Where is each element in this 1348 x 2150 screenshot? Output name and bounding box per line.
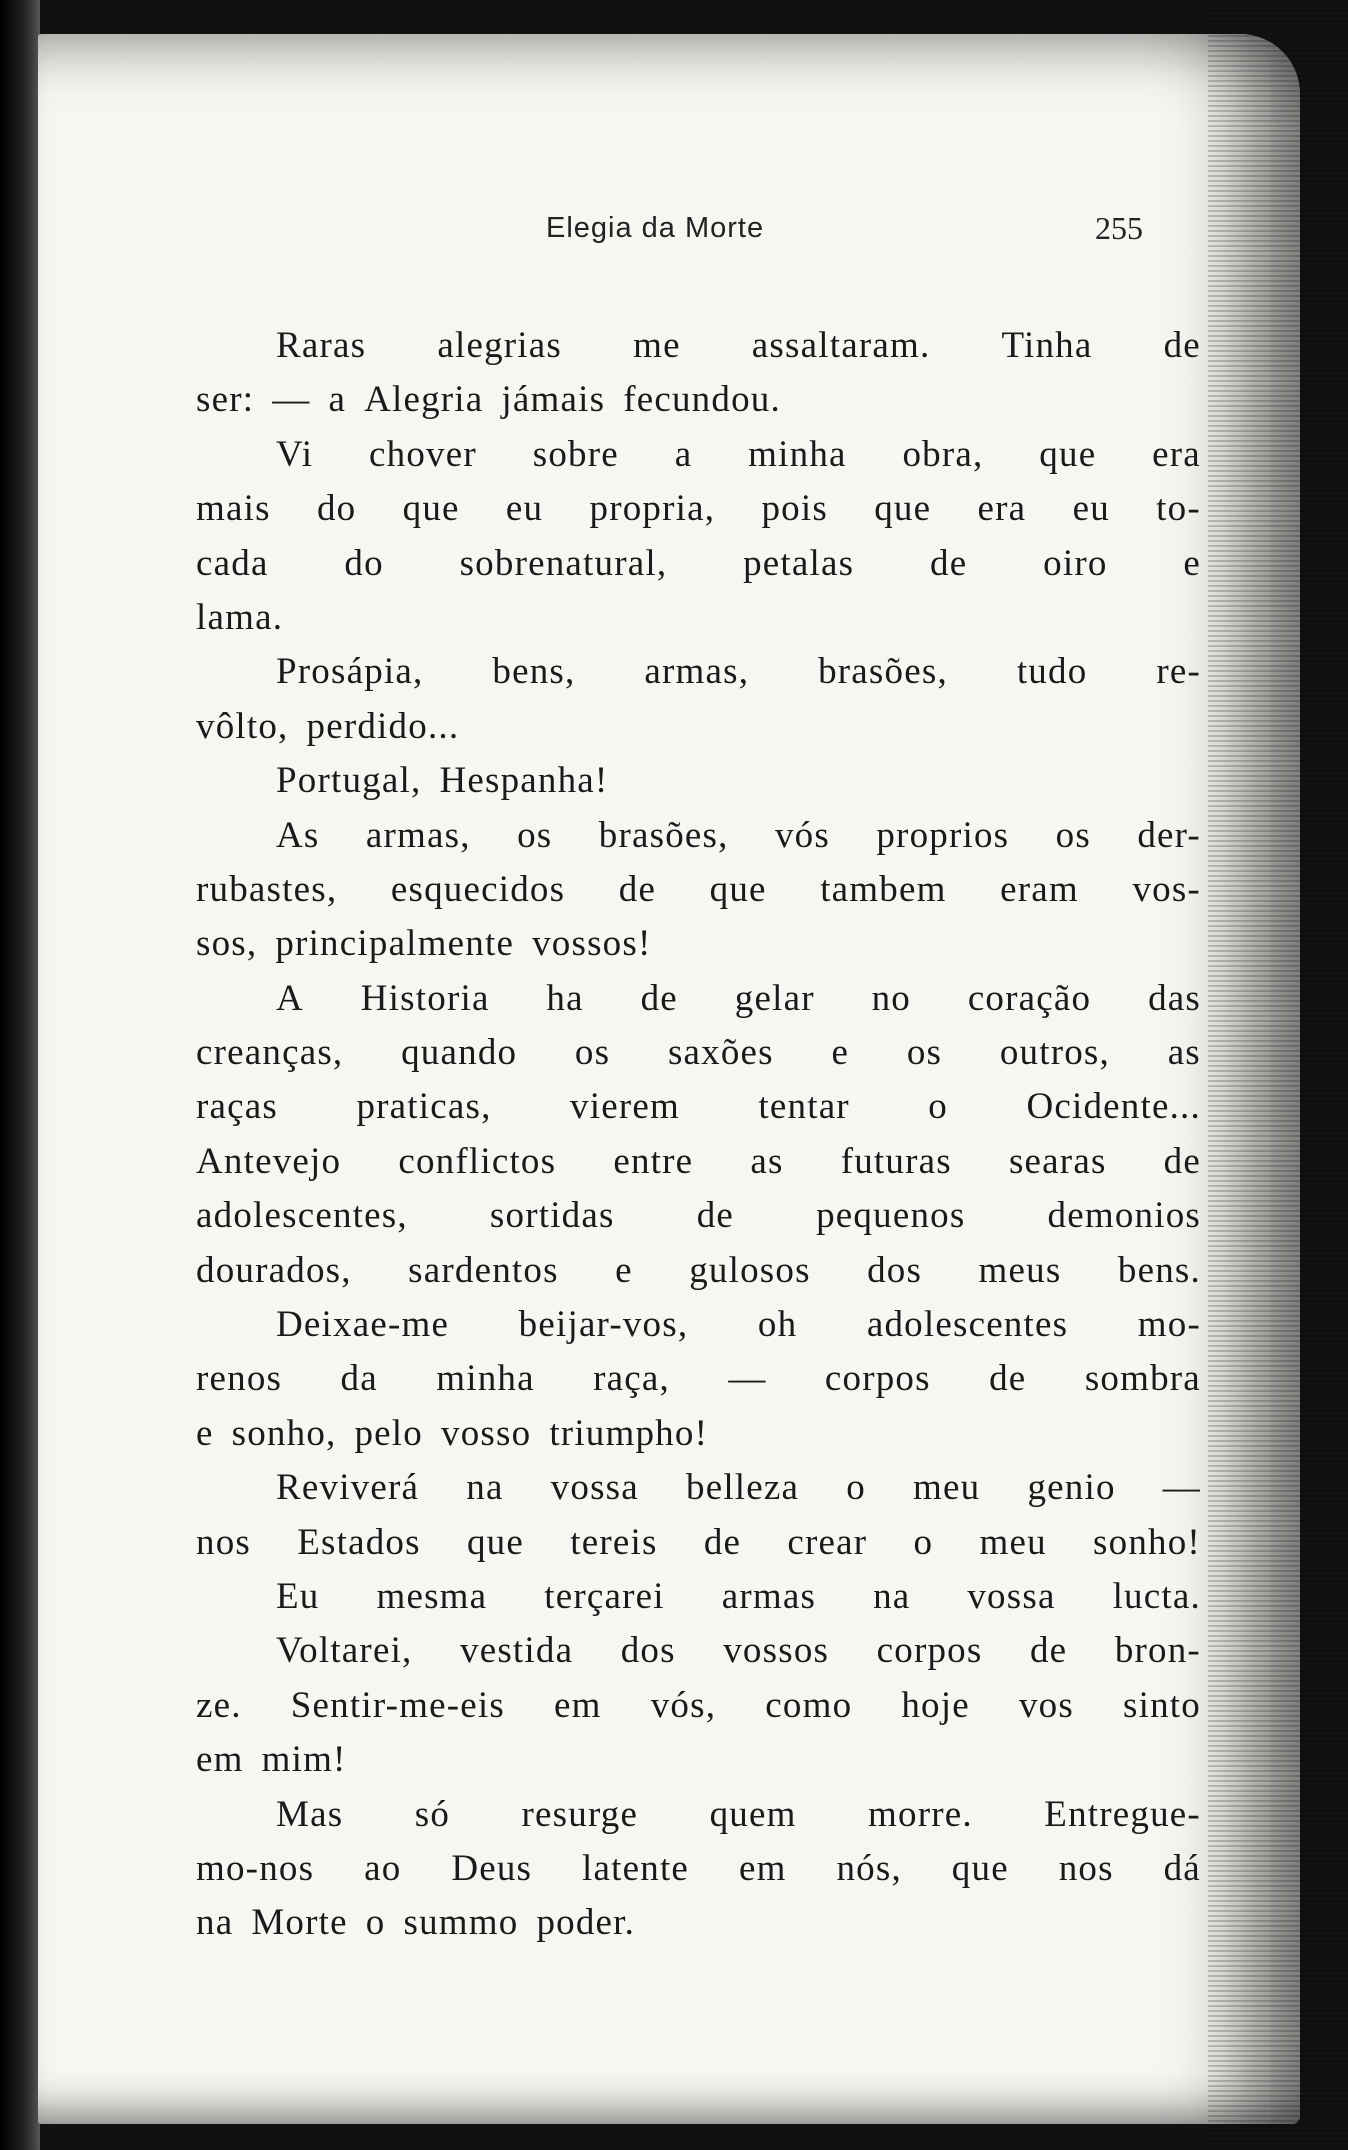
word: quem — [709, 1793, 797, 1835]
word: os — [517, 814, 553, 856]
text-line — [196, 1298, 1201, 1352]
word: quando — [401, 1032, 518, 1074]
word: o — [913, 1521, 934, 1563]
word: Sentir-me-eis — [290, 1684, 505, 1726]
word: vierem — [570, 1086, 680, 1128]
text-line — [196, 1896, 1201, 1950]
word: e — [615, 1249, 633, 1291]
word: como — [765, 1684, 853, 1726]
word: principalmente — [275, 923, 515, 965]
word: que — [466, 1521, 525, 1563]
word: Reviverá — [276, 1467, 420, 1509]
word: ser: — [196, 379, 255, 421]
word: sortidas — [489, 1195, 615, 1237]
word: tudo — [1016, 651, 1088, 693]
word: mais — [196, 488, 271, 530]
text-line — [196, 809, 1201, 863]
text-line — [196, 1516, 1201, 1570]
text-line — [196, 1135, 1201, 1189]
word: vós — [774, 814, 830, 856]
word: os — [906, 1032, 943, 1074]
text-line — [196, 917, 1201, 971]
word: triumpho! — [549, 1412, 709, 1454]
text-line — [196, 972, 1201, 1026]
word: Vi — [276, 433, 314, 475]
word: obra, — [902, 433, 984, 475]
text-line — [196, 1080, 1201, 1134]
word: jámais — [501, 379, 606, 421]
word: Ocidente... — [1026, 1086, 1201, 1128]
word: que — [402, 488, 460, 530]
word: vós, — [650, 1684, 717, 1726]
text-line — [196, 1352, 1201, 1406]
word: na — [196, 1902, 234, 1944]
word: a — [674, 433, 693, 475]
word: armas, — [365, 814, 471, 856]
word: petalas — [743, 542, 855, 584]
word: beijar-vos, — [518, 1304, 689, 1346]
word: dos — [867, 1249, 923, 1291]
word: Prosápia, — [276, 651, 424, 693]
word: Hespanha! — [439, 760, 609, 802]
word: As — [276, 814, 320, 856]
text-line — [196, 1407, 1201, 1461]
text-line — [196, 1026, 1201, 1080]
word: de — [1163, 325, 1201, 366]
word: perdido... — [306, 705, 460, 747]
word: searas — [1008, 1140, 1107, 1182]
word: propria, — [589, 488, 716, 530]
word: vossos! — [532, 923, 652, 965]
word: bron- — [1114, 1630, 1201, 1672]
word: de — [703, 1521, 742, 1563]
text-line — [196, 863, 1201, 917]
word: vos- — [1132, 868, 1201, 910]
text-line — [196, 482, 1201, 536]
word: Deixae-me — [276, 1304, 450, 1346]
word: vosso — [441, 1412, 532, 1454]
word: chover — [369, 433, 477, 475]
binding-shadow — [0, 0, 40, 2150]
text-line — [196, 1679, 1201, 1733]
word: oh — [757, 1304, 798, 1346]
word: em — [554, 1684, 602, 1726]
word: meus — [978, 1249, 1062, 1291]
word: era — [977, 488, 1027, 530]
word: lama. — [196, 596, 284, 638]
word: bens, — [492, 651, 576, 693]
word: que — [874, 488, 932, 530]
word: e — [1183, 542, 1201, 584]
word: nós, — [836, 1847, 902, 1889]
word: os — [1055, 814, 1091, 856]
text-line — [196, 645, 1201, 699]
word: raça, — [593, 1358, 670, 1400]
text-line — [196, 1624, 1201, 1678]
word: summo — [403, 1902, 519, 1944]
word: o — [928, 1086, 948, 1128]
body-text — [196, 319, 1201, 1951]
word: vossa — [967, 1575, 1056, 1617]
text-line — [196, 1244, 1201, 1298]
word: brasões, — [818, 651, 948, 693]
word: armas, — [644, 651, 750, 693]
word: me — [633, 325, 681, 366]
word: cada — [196, 542, 269, 584]
word: belleza — [686, 1467, 800, 1509]
word: terçarei — [544, 1575, 665, 1617]
word: de — [930, 542, 968, 584]
word: de — [1029, 1630, 1068, 1672]
word: corpos — [876, 1630, 983, 1672]
word: das — [1148, 977, 1201, 1019]
word: tereis — [570, 1521, 658, 1563]
word: gelar — [734, 977, 815, 1019]
word: de — [618, 868, 657, 910]
word: A — [276, 977, 304, 1019]
word: genio — [1027, 1467, 1116, 1509]
word: coração — [967, 977, 1092, 1019]
word: praticas, — [356, 1086, 492, 1128]
text-line — [196, 373, 1201, 427]
word: lucta. — [1112, 1575, 1201, 1617]
word: que — [951, 1847, 1009, 1889]
word: e — [831, 1032, 850, 1074]
word: ha — [546, 977, 584, 1019]
word: bens. — [1117, 1249, 1201, 1291]
word: morre. — [868, 1793, 973, 1835]
word: creanças, — [196, 1032, 344, 1074]
word: Mas — [276, 1793, 344, 1835]
word: Eu — [276, 1575, 320, 1617]
text-line — [196, 537, 1201, 591]
word: armas — [721, 1575, 817, 1617]
word: tambem — [820, 868, 947, 910]
word: o — [365, 1902, 386, 1944]
word: Alegria — [364, 379, 484, 421]
word: dourados, — [196, 1249, 352, 1291]
text-line — [196, 591, 1201, 645]
word: eu — [505, 488, 544, 530]
text-line — [196, 1733, 1201, 1787]
word: eram — [1000, 868, 1079, 910]
word: proprios — [876, 814, 1010, 856]
word: Antevejo — [196, 1140, 342, 1182]
word: dá — [1163, 1847, 1201, 1889]
word: outros, — [999, 1032, 1110, 1074]
word: sobre — [532, 433, 619, 475]
word: no — [871, 977, 911, 1019]
word: Voltarei, — [276, 1630, 413, 1672]
word: do — [344, 542, 384, 584]
word: meu — [913, 1467, 981, 1509]
word: só — [414, 1793, 451, 1835]
text-line — [196, 700, 1201, 754]
word: mo- — [1137, 1304, 1201, 1346]
word: pois — [761, 488, 828, 530]
word: de — [696, 1195, 735, 1237]
word: saxões — [667, 1032, 774, 1074]
word: sos, — [196, 923, 258, 965]
word: meu — [979, 1521, 1047, 1563]
text-line — [196, 1461, 1201, 1515]
word: vos — [1018, 1684, 1074, 1726]
word: em — [738, 1847, 787, 1889]
word: os — [574, 1032, 611, 1074]
word: tentar — [758, 1086, 850, 1128]
word: vôlto, — [196, 705, 289, 747]
word: renos — [196, 1358, 283, 1400]
word: vossos — [723, 1630, 830, 1672]
word: Raras — [276, 325, 367, 366]
word: latente — [582, 1847, 690, 1889]
book-page — [38, 34, 1300, 2124]
word: corpos — [824, 1358, 931, 1400]
word: eu — [1072, 488, 1110, 530]
word: sardentos — [408, 1249, 559, 1291]
word: to- — [1156, 488, 1201, 530]
running-title: Elegia da Morte — [546, 212, 765, 244]
word: dos — [620, 1630, 676, 1672]
word: Entregue- — [1044, 1793, 1201, 1835]
word: alegrias — [437, 325, 562, 366]
word: que — [1039, 433, 1097, 475]
word: pelo — [354, 1412, 423, 1454]
text-line — [196, 1842, 1201, 1896]
word: sobrenatural, — [459, 542, 668, 584]
word: Deus — [451, 1847, 533, 1889]
word: vestida — [460, 1630, 574, 1672]
scan-edge-noise — [1208, 0, 1348, 2150]
word: demonios — [1047, 1195, 1201, 1237]
word: resurge — [521, 1793, 639, 1835]
page-number: 255 — [1095, 210, 1143, 246]
word: oiro — [1043, 542, 1108, 584]
word: minha — [436, 1358, 535, 1400]
word: adolescentes, — [196, 1195, 408, 1237]
word: conflictos — [398, 1140, 557, 1182]
word: sinto — [1123, 1684, 1201, 1726]
word: ze. — [196, 1684, 242, 1726]
word: adolescentes — [866, 1304, 1069, 1346]
text-line — [196, 1570, 1201, 1624]
word: o — [846, 1467, 866, 1509]
word: mesma — [376, 1575, 488, 1617]
word: pequenos — [816, 1195, 966, 1237]
word: rubastes, — [196, 868, 338, 910]
word: assaltaram. — [751, 325, 931, 366]
word: futuras — [840, 1140, 952, 1182]
word: de — [1163, 1140, 1201, 1182]
word: hoje — [901, 1684, 970, 1726]
word: poder. — [536, 1902, 636, 1944]
word: as — [1167, 1032, 1201, 1074]
word: da — [340, 1358, 378, 1400]
word: crear — [787, 1521, 868, 1563]
word: entre — [613, 1140, 694, 1182]
word: em — [196, 1739, 244, 1781]
word: vossa — [550, 1467, 639, 1509]
word: brasões, — [598, 814, 729, 856]
word: sonho, — [231, 1412, 337, 1454]
word: minha — [748, 433, 847, 475]
word: — — [728, 1358, 767, 1400]
text-line — [196, 754, 1201, 808]
word: gulosos — [689, 1249, 811, 1291]
word: nos — [1058, 1847, 1114, 1889]
word: — — [272, 379, 311, 421]
word: der- — [1137, 814, 1201, 856]
word: sonho! — [1093, 1521, 1201, 1563]
word: esquecidos — [390, 868, 566, 910]
word: mo-nos — [196, 1847, 315, 1889]
word: na — [873, 1575, 911, 1617]
word: Tinha — [1001, 325, 1093, 366]
word: fecundou. — [623, 379, 781, 421]
word: — — [1162, 1467, 1201, 1509]
word: sombra — [1084, 1358, 1201, 1400]
word: Historia — [360, 977, 490, 1019]
word: nos — [196, 1521, 251, 1563]
word: a — [328, 379, 347, 421]
word: era — [1152, 433, 1201, 475]
word: de — [640, 977, 678, 1019]
word: de — [989, 1358, 1027, 1400]
word: as — [750, 1140, 784, 1182]
word: Morte — [251, 1902, 348, 1944]
page-header — [38, 202, 1300, 262]
word: do — [316, 488, 357, 530]
word: mim! — [261, 1739, 347, 1781]
word: raças — [196, 1086, 278, 1128]
text-line — [196, 319, 1201, 373]
word: na — [466, 1467, 504, 1509]
text-line — [196, 1788, 1201, 1842]
word: que — [709, 868, 767, 910]
word: Portugal, — [276, 760, 422, 802]
word: Estados — [297, 1521, 421, 1563]
word: ao — [364, 1847, 402, 1889]
word: e — [196, 1412, 214, 1454]
word: re- — [1156, 651, 1201, 693]
text-line — [196, 1189, 1201, 1243]
text-line — [196, 428, 1201, 482]
